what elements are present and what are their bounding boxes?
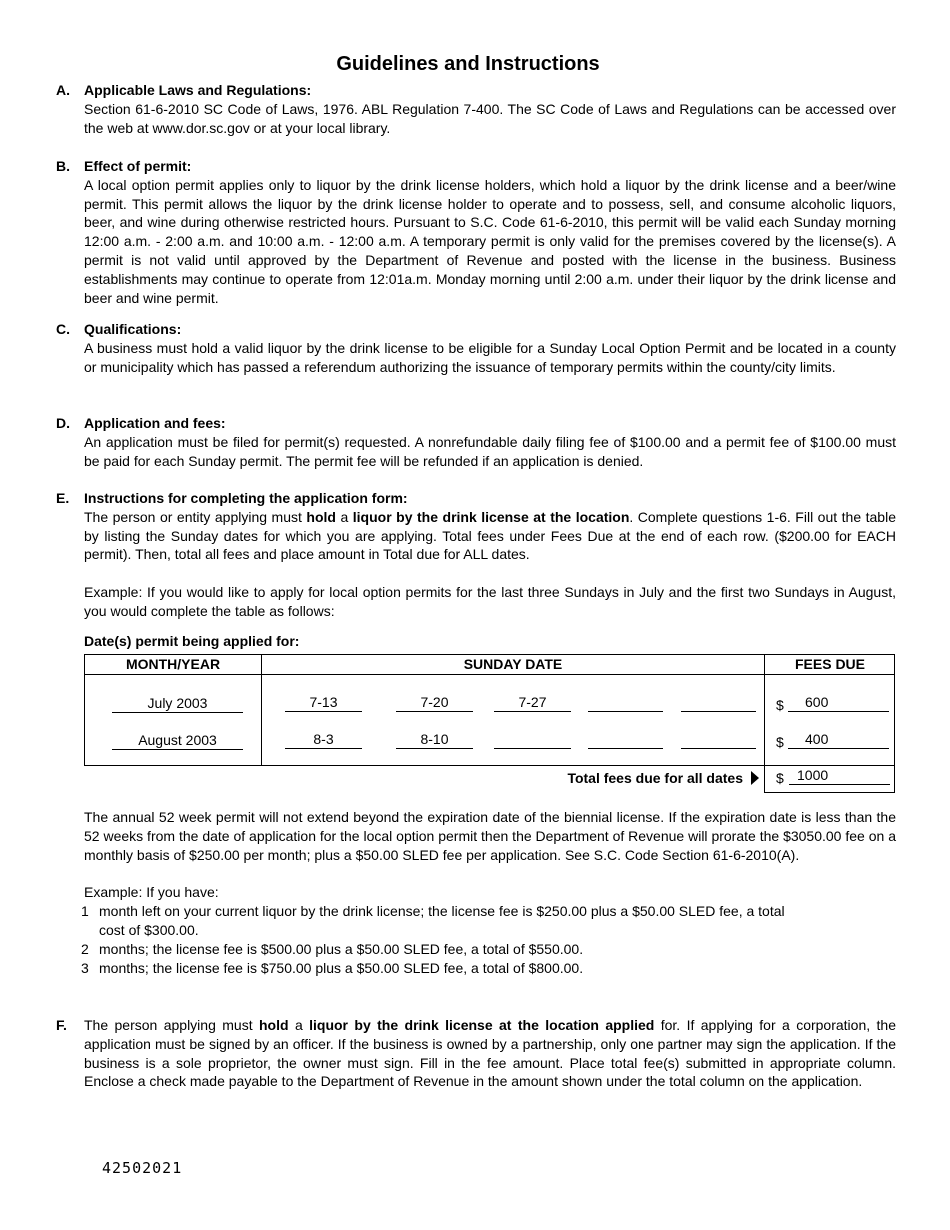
arrow-right-icon [751,771,759,785]
example-text: Example: If you would like to apply for local option permits for the last three Sundays in July and the first two Sundays in August, you would complete the table as follows: [84,584,896,619]
row-fee: 600 [788,694,889,712]
currency-symbol: $ [776,734,784,750]
list-item: 1 month left on your current liquor by the drink license; the license fee is $250.00 plus a $50.00 SLED fee, a total cost of $300.00. [81,903,785,938]
section-letter: F. [56,1017,67,1033]
section-letter: B. [56,158,70,174]
row-date [681,731,756,749]
proration-text: The annual 52 week permit will not extend beyond the expiration date of the biennial license. If the expiration date is less than the 52 weeks from the date of application for the local option permit then the Department of Revenue will prorate the $3050.00 fee on a monthly basis of $250.00 per month; plus a $50.00 SLED fee per application. See S.C. Code Section 61-6-2010(A). [84,809,896,863]
section-text: Section 61-6-2010 SC Code of Laws, 1976. ABL Regulation 7-400. The SC Code of Laws and Regulations can be accessed over the web at www.dor.sc.gov or at your local library. [84,100,896,136]
form-number: 42502021 [102,1159,183,1177]
total-label: Total fees due for all dates [567,770,743,786]
total-box [764,766,895,793]
section-text: The person or entity applying must hold a liquor by the drink license at the location. Complete questions 1-6. Fill out the table by listing the Sunday dates for which you are applying. Total fees under Fees Due at the end of each row. ($200.00 for EACH permit). Then, total all fees and place amount in Total due for ALL dates. [84,508,896,563]
header-fees-due: FEES DUE [794,656,865,672]
row-date [681,694,756,712]
section-heading: Qualifications: [84,321,182,337]
currency-symbol: $ [776,770,784,786]
row-date [494,731,571,749]
row-fee: 400 [788,731,889,749]
section-letter: A. [56,82,70,98]
list-item: 2 months; the license fee is $500.00 plus a $50.00 SLED fee, a total of $550.00. [81,940,584,957]
section-letter: E. [56,490,70,506]
header-sunday-date: SUNDAY DATE [463,656,563,672]
row-date: 7-27 [494,694,571,712]
example-intro: Example: If you have: [84,884,219,901]
row-date: 8-3 [285,731,362,749]
section-heading: Effect of permit: [84,158,192,174]
row-date: 7-20 [396,694,473,712]
section-text: A business must hold a valid liquor by the drink license to be eligible for a Sunday Local Option Permit and be located in a county or municipality which has passed a referendum authorizing the issuance of temporary permits within the county/city limits. [84,339,896,375]
section-heading: Application and fees: [84,415,226,431]
page-title: Guidelines and Instructions [336,53,600,75]
row-date: 8-10 [396,731,473,749]
section-text: An application must be filed for permit(s) requested. A nonrefundable daily filing fee of $100.00 and a permit fee of $100.00 must be paid for each Sunday permit. The permit fee will be refunded if an application is denied. [84,433,896,469]
example-fee-table [84,654,895,766]
table-title: Date(s) permit being applied for: [84,633,300,649]
section-text: A local option permit applies only to liquor by the drink license holders, which hold a liquor by the drink license and a beer/wine permit. This permit allows the liquor by the drink license holder to operate and to possess, sell, and consume alcoholic liquors, beer, and wine during otherwise restricted hours. Pursuant to S.C. Code 61-6-2010, this permit will be valid each Sunday morning 12:00 a.m. - 2:00 a.m. and 10:00 a.m. - 12:00 a.m. A temporary permit is only valid for the premises covered by the license(s). A permit is not valid until approved by the Department of Revenue and posted with the license in the business. Business establishments may continue to operate from 12:01a.m. Monday morning until 2:00 a.m. under their liquor by the drink license and beer and wine permit. [84,176,896,306]
section-letter: C. [56,321,70,337]
section-letter: D. [56,415,70,431]
list-item: 3 months; the license fee is $750.00 plus a $50.00 SLED fee, a total of $800.00. [81,959,584,976]
header-month-year: MONTH/YEAR [125,656,221,672]
section-heading: Applicable Laws and Regulations: [84,82,312,98]
row-month: July 2003 [112,695,243,713]
total-amount: 1000 [789,767,890,785]
row-month: August 2003 [112,732,243,750]
currency-symbol: $ [776,697,784,713]
row-date: 7-13 [285,694,362,712]
row-date [588,694,663,712]
section-text: The person applying must hold a liquor by the drink license at the location applied for. If applying for a corporation, the application must be signed by an officer. If the business is owned by a partnership, only one partner may sign the application. If the business is a sole proprietor, the owner must sign. Fill in the fee amount. Place total fee(s) submitted in appropriate column. Enclose a check made payable to the Department of Revenue in the amount shown under the total column on the application. [84,1017,896,1090]
row-date [588,731,663,749]
section-heading: Instructions for completing the application form: [84,490,408,506]
